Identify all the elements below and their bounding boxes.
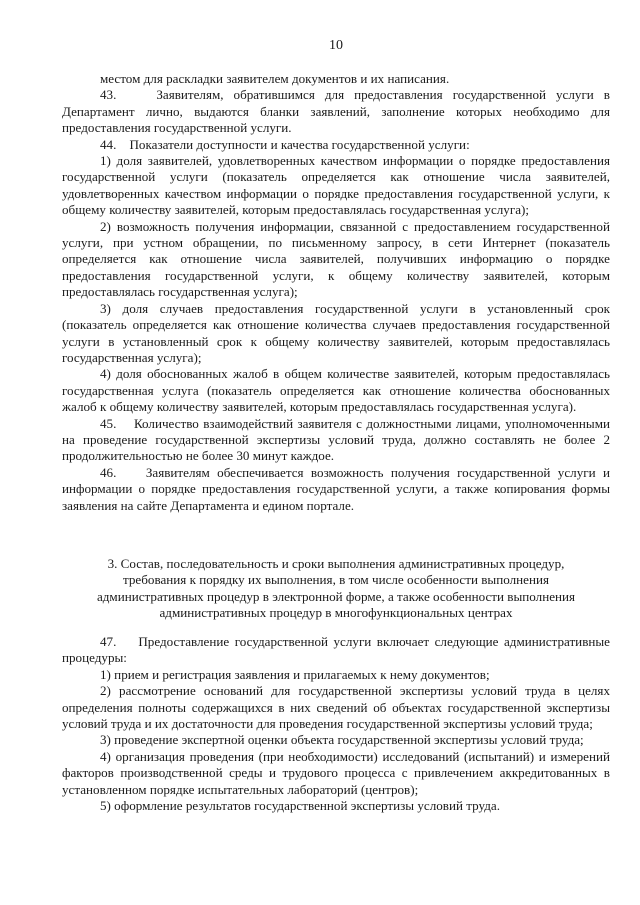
paragraph-43: 43. Заявителям, обратившимся для предоставления государственной услуги в Департамент лично, выдаются бланки заявлений, заполнение которых необходимо для предоставления государственной услуги.	[62, 87, 610, 136]
section-heading-line: требования к порядку их выполнения, в том числе особенности выполнения	[123, 572, 549, 588]
paragraph-44-item-4: 4) доля обоснованных жалоб в общем количестве заявителей, которым предоставлялась государственная услуга (показатель определяется как отношение количества обоснованных жалоб к общему количеству заявителей, которым предоставлялась государственная услуга).	[62, 366, 610, 415]
section-3-heading	[62, 556, 610, 622]
paragraph-47-item-4: 4) организация проведения (при необходимости) исследований (испытаний) и измерений факторов производственной среды и трудового процесса с привлечением аккредитованных в установленном порядке испытательных лабораторий (центров);	[62, 748, 610, 797]
paragraph-47-item-5: 5) оформление результатов государственной экспертизы условий труда.	[100, 798, 500, 814]
paragraph-46: 46. Заявителям обеспечивается возможность получения государственной услуги и информации о порядке предоставления государственной услуги, а также копирования формы заявления на сайте Департамента и едином портале.	[62, 464, 610, 513]
paragraph-47-item-2: 2) рассмотрение оснований для государственной экспертизы условий труда в целях определения полноты содержащихся в них сведений об объектах государственной экспертизы условий труда и их достаточности для проведения государственной экспертизы условий труда;	[62, 683, 610, 732]
paragraph-continuation: местом для раскладки заявителем документов и их написания.	[100, 71, 450, 86]
paragraph-47-item-3: 3) проведение экспертной оценки объекта государственной экспертизы условий труда;	[100, 732, 584, 748]
section-heading-line: административных процедур в многофункциональных центрах	[159, 605, 513, 621]
paragraph-44: 44. Показатели доступности и качества государственной услуги:	[100, 136, 470, 152]
page-number: 10	[329, 38, 343, 53]
section-heading-line: административных процедур в электронной форме, а также особенности выполнения	[96, 588, 576, 604]
paragraph-47: 47. Предоставление государственной услуги включает следующие административные процедуры:	[62, 634, 610, 666]
paragraph-44-item-2: 2) возможность получения информации, связанной с предоставлением государственной услуги, при устном обращении, по письменному запросу, в сети Интернет (показатель определяется как отношение числа заявителей, получивших информацию о порядке предоставления государственной услуги, к общему количеству заявителей, которым предоставлялась государственная услуга);	[62, 218, 610, 300]
paragraph-44-item-3: 3) доля случаев предоставления государственной услуги в установленный срок (показатель определяется как отношение количества случаев предоставления государственной услуги в установленный срок к общему количеству заявителей, которым предоставлялась государственная услуга);	[62, 300, 610, 365]
regulation-body	[62, 71, 610, 514]
paragraph-44-item-1: 1) доля заявителей, удовлетворенных качеством информации о порядке предоставления государственной услуги (показатель определяется как отношение числа заявителей, удовлетворенных качеством информации о порядке предоставления государственной услуги, к общему количеству заявителей, которым предоставлялась государственная услуга);	[62, 153, 610, 218]
section-heading-line: 3. Состав, последовательность и сроки выполнения административных процедур,	[107, 556, 565, 571]
paragraph-47-item-1: 1) прием и регистрация заявления и прилагаемых к нему документов;	[100, 666, 490, 682]
section-3-body	[62, 634, 610, 814]
paragraph-45: 45. Количество взаимодействий заявителя с должностными лицами, уполномоченными на проведение государственной экспертизы условий труда, должно составлять не более 2 продолжительностью не более 30 минут каждое.	[62, 415, 610, 464]
